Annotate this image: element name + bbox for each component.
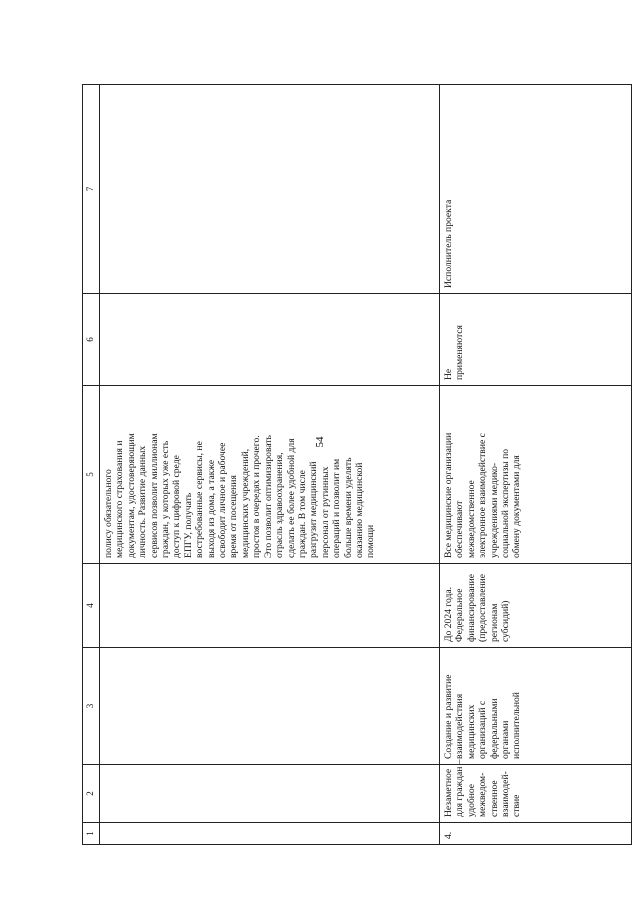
cell-text-line: учреждениями медико-	[488, 462, 500, 558]
cell-text-line: документам, удостоверяющим	[125, 433, 137, 558]
page-number: 54	[314, 436, 326, 448]
cell-text-line: медицинских учреждений,	[239, 448, 251, 558]
cell-text-line: электронное взаимодействие с	[477, 433, 489, 558]
row4-description	[440, 648, 632, 765]
continuation-row	[100, 85, 440, 845]
cell-text-line: доступ к цифровой среде	[171, 455, 183, 558]
cont-cell-1	[100, 823, 440, 845]
cell-text-line: помощи	[365, 524, 377, 558]
cell-text-line: субсидий)	[500, 600, 512, 642]
cell-text-line: финансирование	[465, 573, 477, 642]
cell-text-line: удобное	[465, 783, 477, 817]
cell-text-line: время от посещения	[228, 475, 240, 558]
row4-expected-result	[440, 386, 632, 564]
row4-measure-name	[440, 759, 632, 823]
cell-text-line: организаций с	[477, 700, 489, 759]
cell-text-line: личность. Развитие данных	[137, 445, 149, 558]
cell-text-line: граждан. В том числе	[296, 470, 308, 558]
cell-text-line: Создание и развитие	[443, 674, 454, 759]
col-header-4: 4	[83, 564, 100, 648]
cell-text-line: Исполнитель проекта	[443, 199, 454, 288]
cell-text-line: взаимодействия	[454, 693, 466, 759]
cell-text-line: (предоставление	[477, 574, 489, 642]
row4-col6	[440, 294, 632, 386]
cont-cell-3	[100, 648, 440, 765]
cell-text-line: простоя в очередях и прочего.	[251, 435, 263, 558]
cell-text-line: Незаметное	[443, 768, 454, 817]
cont-cell-6	[100, 294, 440, 386]
cell-text-line: полису обязательного	[103, 469, 114, 558]
cell-text-line: больше времени уделять	[342, 457, 354, 558]
cell-text-line: 4.	[443, 831, 454, 839]
table-row-4	[440, 85, 632, 845]
col-header-1: 1	[83, 823, 100, 845]
cell-text-line: исполнительной	[511, 692, 523, 759]
cell-text-line: применяются	[454, 325, 466, 380]
cell-text-line: федеральными	[488, 698, 500, 759]
cell-text-line: межведом-	[477, 772, 489, 817]
cell-text-line: освободит личное и рабочее	[217, 442, 229, 558]
cell-text-line: Не	[443, 368, 454, 380]
cell-text-line: востребованные сервисы, не	[194, 441, 206, 558]
cell-text-line: регионам	[488, 603, 500, 642]
cell-text-line: разгрузит медицинский	[308, 461, 320, 558]
cell-text-line: сервисов позволит миллионам	[148, 433, 160, 558]
cell-text-line: ЕПГУ, получать	[182, 492, 194, 558]
cell-text-line: медицинского страхования и	[114, 440, 126, 558]
cell-text-line: органами	[500, 720, 512, 759]
cell-text-line: межведомственное	[465, 480, 477, 558]
row4-deadline-financing	[440, 564, 632, 648]
col-header-2: 2	[83, 765, 100, 823]
cell-text-line: обмену документами для	[511, 455, 523, 558]
measures-table	[82, 84, 632, 845]
row4-responsible	[440, 85, 632, 294]
header-row	[83, 85, 100, 845]
cell-text-line: До 2024 года.	[443, 586, 454, 642]
cell-text-line: медицинских	[465, 704, 477, 759]
col-header-5: 5	[83, 386, 100, 564]
cell-text-line: выходя из дома, а также	[205, 459, 217, 558]
col-header-6: 6	[83, 294, 100, 386]
rotated-table-container	[82, 85, 632, 845]
col-header-3: 3	[83, 648, 100, 765]
cell-text-line: социальной экспертизы по	[500, 448, 512, 558]
cell-text-line: персонал от рутинных	[319, 466, 331, 558]
cell-text-line: взаимодей-	[500, 771, 512, 817]
cell-text-line: Федеральное	[454, 588, 466, 642]
cell-text-line: ственное	[488, 780, 500, 817]
cell-text-line: для граждан –	[454, 759, 466, 817]
cont-cell-4	[100, 564, 440, 648]
cell-text-line: обеспечивают	[454, 500, 466, 558]
cont-cell-7	[100, 85, 440, 294]
cell-text-line: операций и позволит им	[331, 458, 343, 558]
cell-text-line: граждан, у которых уже есть	[160, 440, 172, 558]
cont-cell-5	[100, 386, 440, 564]
row4-number	[440, 823, 632, 845]
cell-text-line: Это позволит оптимизировать	[262, 435, 274, 558]
cell-text-line: Все медицинские организации	[443, 432, 454, 558]
cell-text-line: ствие	[511, 794, 523, 817]
col-header-7: 7	[83, 85, 100, 294]
cell-text-line: оказанию медицинской	[353, 462, 365, 558]
cell-text-line: сделать ее более удобной для	[285, 438, 297, 558]
cell-text-line: отрасль здравоохранения,	[274, 452, 286, 558]
cont-cell-2	[100, 765, 440, 823]
